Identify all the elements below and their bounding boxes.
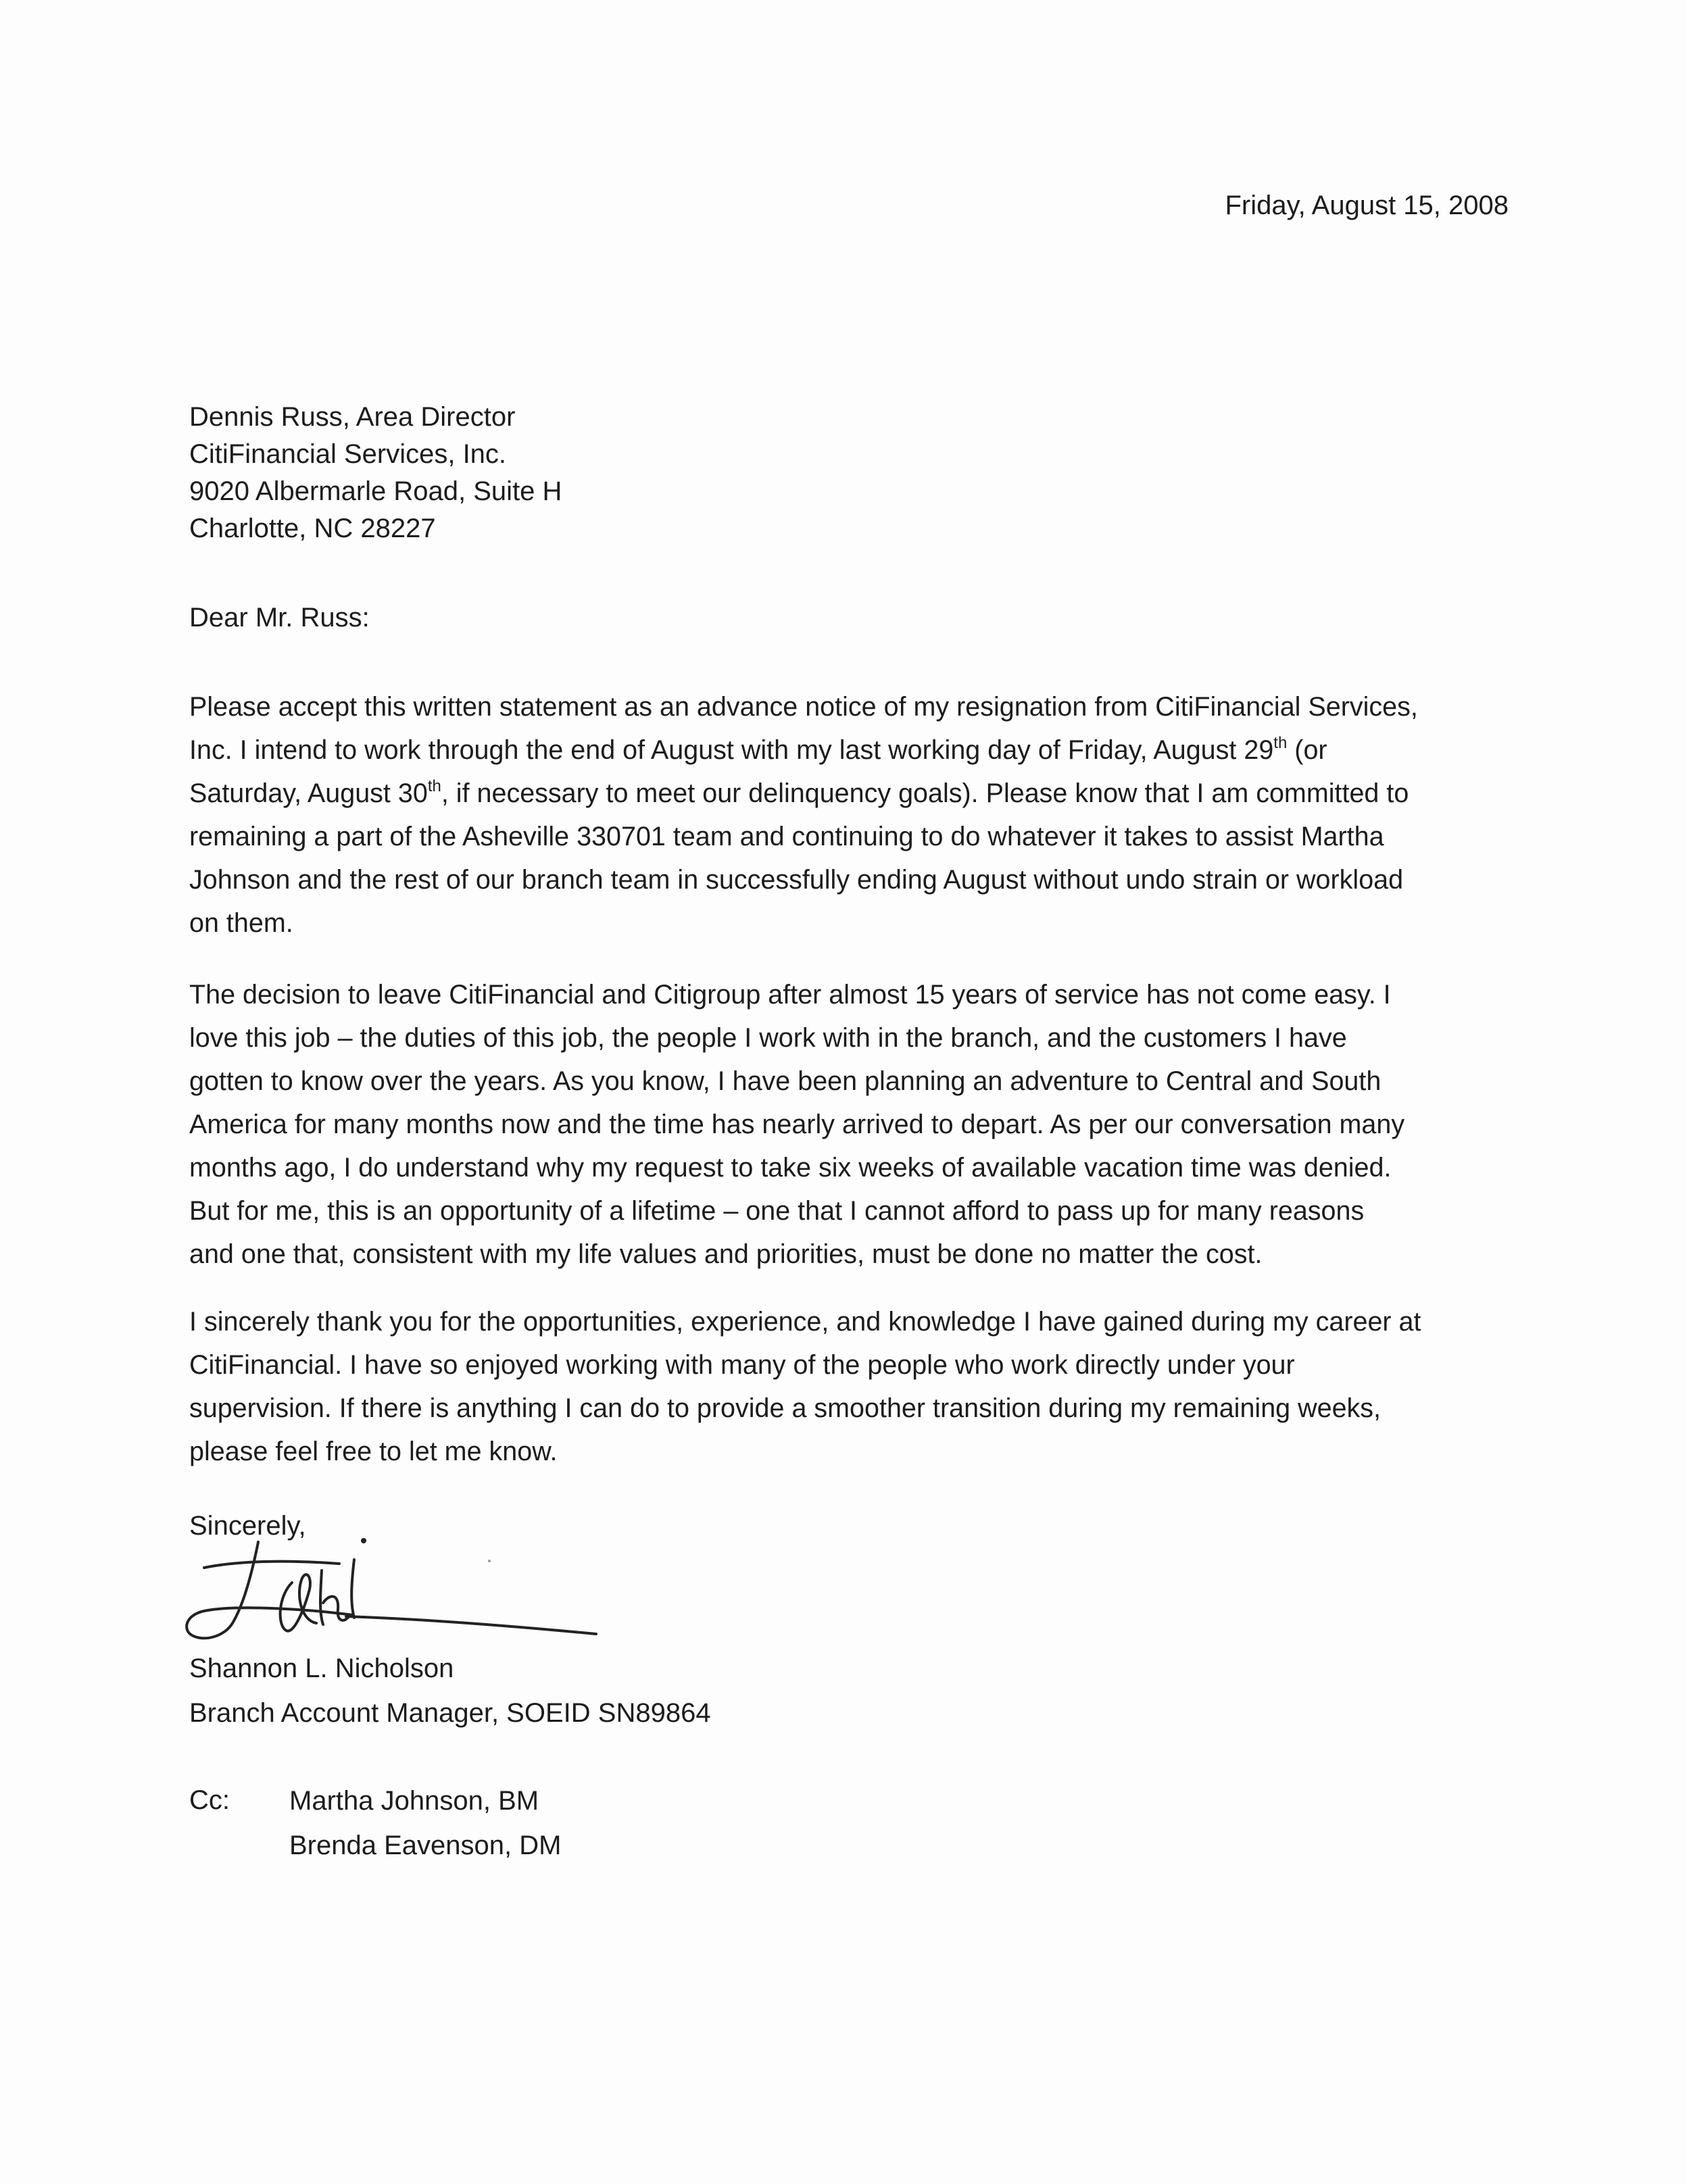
paragraph-line: months ago, I do understand why my request to take six weeks of available vacation time was denied. [189,1153,1392,1183]
recipient-street: 9020 Albermarle Road, Suite H [189,476,562,506]
paragraph-line [189,728,1418,772]
paper-speck [488,1560,491,1562]
recipient-name-title: Dennis Russ, Area Director [189,402,516,432]
signer-title: Branch Account Manager, SOEID SN89864 [189,1698,711,1728]
paragraph-3 [189,1300,1421,1473]
paragraph-line: love this job – the duties of this job, the people I work with in the branch, and the customers I have [189,1023,1347,1053]
paragraph-line: on them. [189,908,293,938]
paragraph-line: Please accept this written statement as an advance notice of my resignation from CitiFinancial Services, [189,692,1418,722]
closing: Sincerely, [189,1511,306,1541]
handwritten-signature [177,1529,623,1664]
line-text: , if necessary to meet our delinquency goals). Please know that I am committed to [441,778,1409,808]
salutation: Dear Mr. Russ: [189,603,370,632]
signature-dot [361,1538,366,1543]
cc-recipient: Brenda Eavenson, DM [289,1831,562,1860]
paragraph-line: Johnson and the rest of our branch team in successfully ending August without undo strain or workload [189,865,1404,895]
recipient-address [189,399,562,547]
signer-name: Shannon L. Nicholson [189,1654,454,1683]
paragraph-line: remaining a part of the Asheville 330701 team and continuing to do whatever it takes to assist Martha [189,822,1384,851]
recipient-company: CitiFinancial Services, Inc. [189,439,507,469]
paragraph-line: and one that, consistent with my life values and priorities, must be done no matter the cost. [189,1239,1263,1269]
line-text: Inc. I intend to work through the end of August with my last working day of Friday, August 29 [189,735,1274,765]
cc-recipients [289,1779,561,1868]
ordinal-suffix: th [1273,734,1288,752]
cc-label: Cc: [189,1785,230,1815]
paragraph-line: But for me, this is an opportunity of a lifetime – one that I cannot afford to pass up for many reasons [189,1196,1365,1226]
cc-recipient: Martha Johnson, BM [289,1786,539,1816]
paragraph-line: The decision to leave CitiFinancial and Citigroup after almost 15 years of service has not come easy. I [189,980,1391,1010]
line-text: (or [1287,735,1327,765]
paragraph-2 [189,973,1404,1276]
signer-block [189,1646,711,1735]
line-text: Saturday, August 30 [189,778,428,808]
ordinal-suffix: th [427,777,441,795]
paragraph-line: gotten to know over the years. As you know, I have been planning an adventure to Central and South [189,1066,1382,1096]
recipient-city: Charlotte, NC 28227 [189,514,436,543]
paragraph-line: please feel free to let me know. [189,1437,558,1466]
paragraph-line: CitiFinancial. I have so enjoyed working with many of the people who work directly under your [189,1350,1295,1380]
paragraph-line: supervision. If there is anything I can do to provide a smoother transition during my remaining weeks, [189,1393,1382,1423]
letter-date: Friday, August 15, 2008 [1225,191,1509,220]
paragraph-line: America for many months now and the time has nearly arrived to depart. As per our conversation many [189,1110,1405,1139]
paragraph-line [189,772,1418,815]
paragraph-1 [189,685,1418,945]
paragraph-line: I sincerely thank you for the opportunities, experience, and knowledge I have gained during my career at [189,1307,1421,1337]
